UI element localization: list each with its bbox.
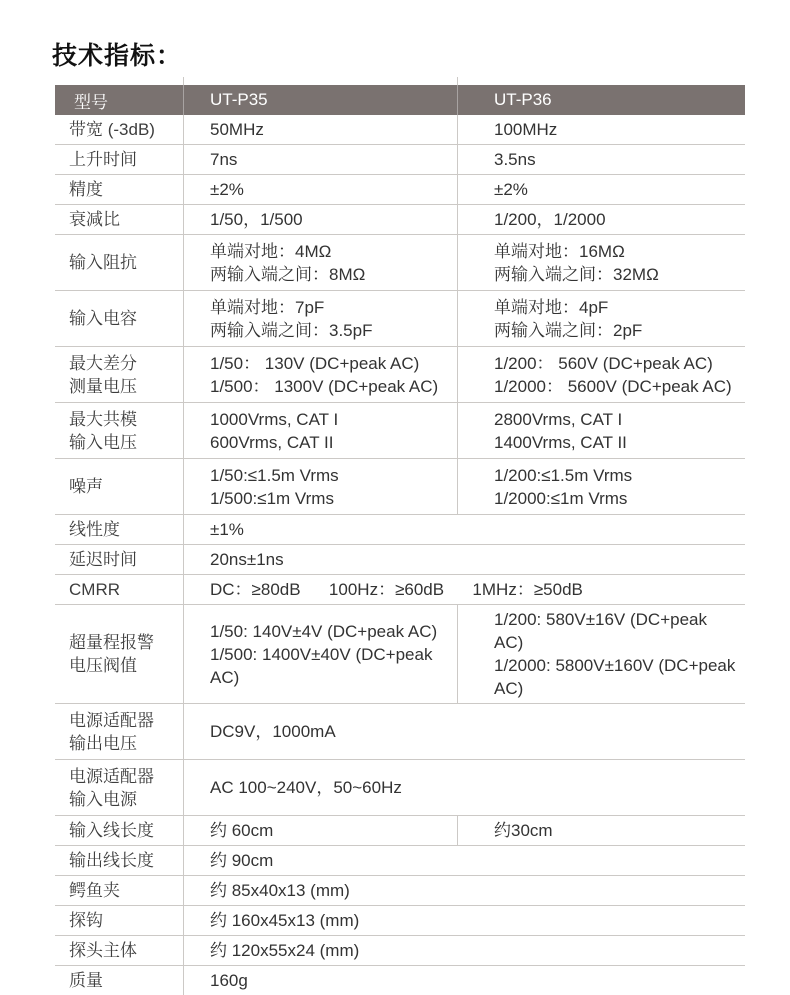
row-label bbox=[55, 936, 183, 965]
row-label bbox=[55, 545, 183, 574]
cell-text-line: ±2% bbox=[210, 180, 244, 199]
row-value-ut-p36 bbox=[457, 403, 745, 458]
row-label bbox=[55, 347, 183, 402]
row-value-both-models bbox=[183, 876, 745, 905]
cell-text-line: 约 160x45x13 (mm) bbox=[210, 911, 360, 930]
table-header-ut-p36: UT-P36 bbox=[457, 85, 745, 115]
cell-text-line: 输入电源 bbox=[69, 789, 137, 809]
cell-text-line: 1/50: 140V±4V (DC+peak AC) bbox=[210, 621, 438, 641]
cell-text-line: 20ns±1ns bbox=[210, 550, 284, 569]
cell-text-line: 1/200:≤1.5m Vrms bbox=[494, 465, 633, 485]
row-value-both-models bbox=[183, 846, 745, 875]
cell-text-line: 约 120x55x24 (mm) bbox=[210, 941, 360, 960]
row-value-both-models bbox=[183, 906, 745, 935]
row-value-ut-p35 bbox=[183, 816, 457, 845]
table-row bbox=[55, 759, 745, 815]
row-label bbox=[55, 291, 183, 346]
row-value-ut-p36 bbox=[457, 115, 745, 144]
spec-table bbox=[55, 85, 745, 995]
cell-text-line: DC9V，1000mA bbox=[210, 722, 336, 741]
table-row bbox=[55, 234, 745, 290]
cell-text-line: 7ns bbox=[210, 150, 238, 169]
cell-text-line: 约30cm bbox=[494, 821, 553, 840]
table-row bbox=[55, 346, 745, 402]
cell-text-line: 1/500: 1400V±40V (DC+peak AC) bbox=[210, 644, 437, 687]
cell-text-line: 单端对地：4pF bbox=[494, 297, 609, 317]
cell-text-line: 输入电容 bbox=[69, 309, 137, 328]
table-row bbox=[55, 574, 745, 604]
cell-text-line: 超量程报警 bbox=[69, 633, 154, 652]
cell-text-line: 600Vrms, CAT II bbox=[210, 432, 334, 452]
table-row bbox=[55, 604, 745, 703]
cell-text-line: 约 85x40x13 (mm) bbox=[210, 881, 350, 900]
cell-text-line: 探头主体 bbox=[69, 941, 137, 960]
cell-text-line: 输出电压 bbox=[69, 733, 137, 753]
cell-text-line: 上升时间 bbox=[69, 150, 137, 169]
table-row bbox=[55, 402, 745, 458]
row-value-ut-p36 bbox=[457, 175, 745, 204]
cell-text-line: 1/2000:≤1m Vrms bbox=[494, 488, 628, 508]
cell-text-line: CMRR bbox=[69, 580, 120, 599]
cell-text-line: 电压阀值 bbox=[69, 656, 137, 675]
cell-text-line: 最大差分 bbox=[69, 353, 137, 373]
cell-text-line: 1/50:≤1.5m Vrms bbox=[210, 465, 339, 485]
row-value-ut-p35 bbox=[183, 235, 457, 290]
row-value-ut-p35 bbox=[183, 115, 457, 144]
cell-text-line: 噪声 bbox=[69, 477, 103, 496]
cell-text-line: 1/2000: 5800V±160V (DC+peak AC) bbox=[494, 656, 740, 698]
row-value-ut-p36 bbox=[457, 347, 745, 402]
cell-text-line: 两输入端之间：3.5pF bbox=[210, 320, 373, 340]
cell-text-line: 1/200，1/2000 bbox=[494, 210, 606, 229]
row-value-both-models bbox=[183, 545, 745, 574]
row-value-ut-p36 bbox=[457, 459, 745, 514]
row-label bbox=[55, 966, 183, 995]
table-row bbox=[55, 204, 745, 234]
column-divider-stub bbox=[457, 77, 458, 85]
table-row bbox=[55, 115, 745, 144]
cell-text-line: 1/500： 1300V (DC+peak AC) bbox=[210, 376, 439, 396]
row-label bbox=[55, 575, 183, 604]
table-body bbox=[55, 115, 745, 995]
row-label bbox=[55, 760, 183, 815]
row-value-both-models bbox=[183, 575, 745, 604]
row-value-ut-p35 bbox=[183, 459, 457, 514]
row-label bbox=[55, 205, 183, 234]
row-label bbox=[55, 175, 183, 204]
cell-text-line: 电源适配器 bbox=[69, 766, 154, 786]
cell-text-line: 50MHz bbox=[210, 120, 264, 139]
cell-text-line: 测量电压 bbox=[69, 376, 137, 396]
cell-text-line: 输出线长度 bbox=[69, 851, 154, 870]
cell-text-line: 精度 bbox=[69, 180, 103, 199]
cell-text-line: 160g bbox=[210, 971, 248, 990]
cell-text-line: 衰减比 bbox=[69, 210, 120, 229]
cell-text-line: ±1% bbox=[210, 520, 244, 539]
row-label bbox=[55, 846, 183, 875]
row-value-ut-p36 bbox=[457, 235, 745, 290]
row-value-both-models bbox=[183, 966, 745, 995]
cell-text-line: 1/2000： 5600V (DC+peak AC) bbox=[494, 376, 732, 396]
row-value-both-models bbox=[183, 760, 745, 815]
cell-text-line: 1/200: 580V±16V (DC+peak AC) bbox=[494, 610, 711, 652]
table-row bbox=[55, 290, 745, 346]
row-value-ut-p36 bbox=[457, 605, 745, 703]
cell-text-line: 最大共模 bbox=[69, 409, 137, 429]
row-label bbox=[55, 876, 183, 905]
table-header-row bbox=[55, 85, 745, 115]
table-row bbox=[55, 815, 745, 845]
cell-text-line: 1/50，1/500 bbox=[210, 210, 303, 229]
table-row bbox=[55, 703, 745, 759]
row-value-ut-p36 bbox=[457, 816, 745, 845]
cell-text-line: 两输入端之间：2pF bbox=[494, 320, 643, 340]
row-label bbox=[55, 235, 183, 290]
row-label bbox=[55, 515, 183, 544]
cell-text-line: 探钩 bbox=[69, 911, 103, 930]
cell-text-line: 2800Vrms, CAT I bbox=[494, 409, 623, 429]
cell-text-line: 输入线长度 bbox=[69, 821, 154, 840]
row-value-ut-p35 bbox=[183, 175, 457, 204]
cell-text-line: 1400Vrms, CAT II bbox=[494, 432, 627, 452]
row-label bbox=[55, 403, 183, 458]
cell-text-line: 鳄鱼夹 bbox=[69, 881, 120, 900]
row-value-ut-p35 bbox=[183, 347, 457, 402]
table-row bbox=[55, 544, 745, 574]
row-value-ut-p35 bbox=[183, 205, 457, 234]
page-title: 技术指标： bbox=[52, 42, 183, 70]
row-label bbox=[55, 906, 183, 935]
table-header-model: 型号 bbox=[74, 92, 108, 112]
table-row bbox=[55, 935, 745, 965]
table-row bbox=[55, 965, 745, 995]
cell-text-line: 输入阻抗 bbox=[69, 253, 137, 272]
cell-text-line: 两输入端之间：32MΩ bbox=[494, 264, 659, 284]
row-value-ut-p35 bbox=[183, 605, 457, 703]
row-label bbox=[55, 115, 183, 144]
cell-text-line: AC 100~240V，50~60Hz bbox=[210, 778, 402, 797]
cell-text-line: 质量 bbox=[69, 971, 103, 990]
cell-text-line: 延迟时间 bbox=[69, 550, 137, 569]
row-value-ut-p36 bbox=[457, 291, 745, 346]
table-row bbox=[55, 144, 745, 174]
table-header-ut-p35: UT-P35 bbox=[183, 85, 457, 115]
row-value-ut-p36 bbox=[457, 205, 745, 234]
table-row bbox=[55, 845, 745, 875]
cell-text-line: 单端对地：4MΩ bbox=[210, 241, 332, 261]
row-label bbox=[55, 605, 183, 703]
table-row bbox=[55, 514, 745, 544]
cell-text-line: 带宽 (-3dB) bbox=[69, 120, 155, 139]
cell-text-line: 1000Vrms, CAT I bbox=[210, 409, 339, 429]
cell-text-line: 100MHz bbox=[494, 120, 558, 139]
row-label bbox=[55, 704, 183, 759]
row-value-both-models bbox=[183, 704, 745, 759]
cell-text-line: 约 90cm bbox=[210, 851, 274, 870]
row-value-ut-p35 bbox=[183, 291, 457, 346]
cell-text-line: 电源适配器 bbox=[69, 710, 154, 730]
cell-text-line: ±2% bbox=[494, 180, 528, 199]
cell-text-line: DC：≥80dB 100Hz：≥60dB 1MHz：≥50dB bbox=[210, 580, 583, 599]
row-value-both-models bbox=[183, 515, 745, 544]
cell-text-line: 1/50： 130V (DC+peak AC) bbox=[210, 353, 420, 373]
row-value-both-models bbox=[183, 936, 745, 965]
cell-text-line: 输入电压 bbox=[69, 432, 137, 452]
row-value-ut-p36 bbox=[457, 145, 745, 174]
table-row bbox=[55, 905, 745, 935]
cell-text-line: 单端对地：7pF bbox=[210, 297, 325, 317]
cell-text-line: 两输入端之间：8MΩ bbox=[210, 264, 366, 284]
cell-text-line: 线性度 bbox=[69, 520, 120, 539]
table-row bbox=[55, 458, 745, 514]
column-divider-stub bbox=[183, 77, 184, 85]
table-row bbox=[55, 174, 745, 204]
row-label bbox=[55, 816, 183, 845]
cell-text-line: 3.5ns bbox=[494, 150, 536, 169]
table-row bbox=[55, 875, 745, 905]
cell-text-line: 1/500:≤1m Vrms bbox=[210, 488, 334, 508]
row-label bbox=[55, 459, 183, 514]
row-label bbox=[55, 145, 183, 174]
row-value-ut-p35 bbox=[183, 403, 457, 458]
cell-text-line: 1/200： 560V (DC+peak AC) bbox=[494, 353, 713, 373]
row-value-ut-p35 bbox=[183, 145, 457, 174]
cell-text-line: 单端对地：16MΩ bbox=[494, 241, 625, 261]
cell-text-line: 约 60cm bbox=[210, 821, 274, 840]
